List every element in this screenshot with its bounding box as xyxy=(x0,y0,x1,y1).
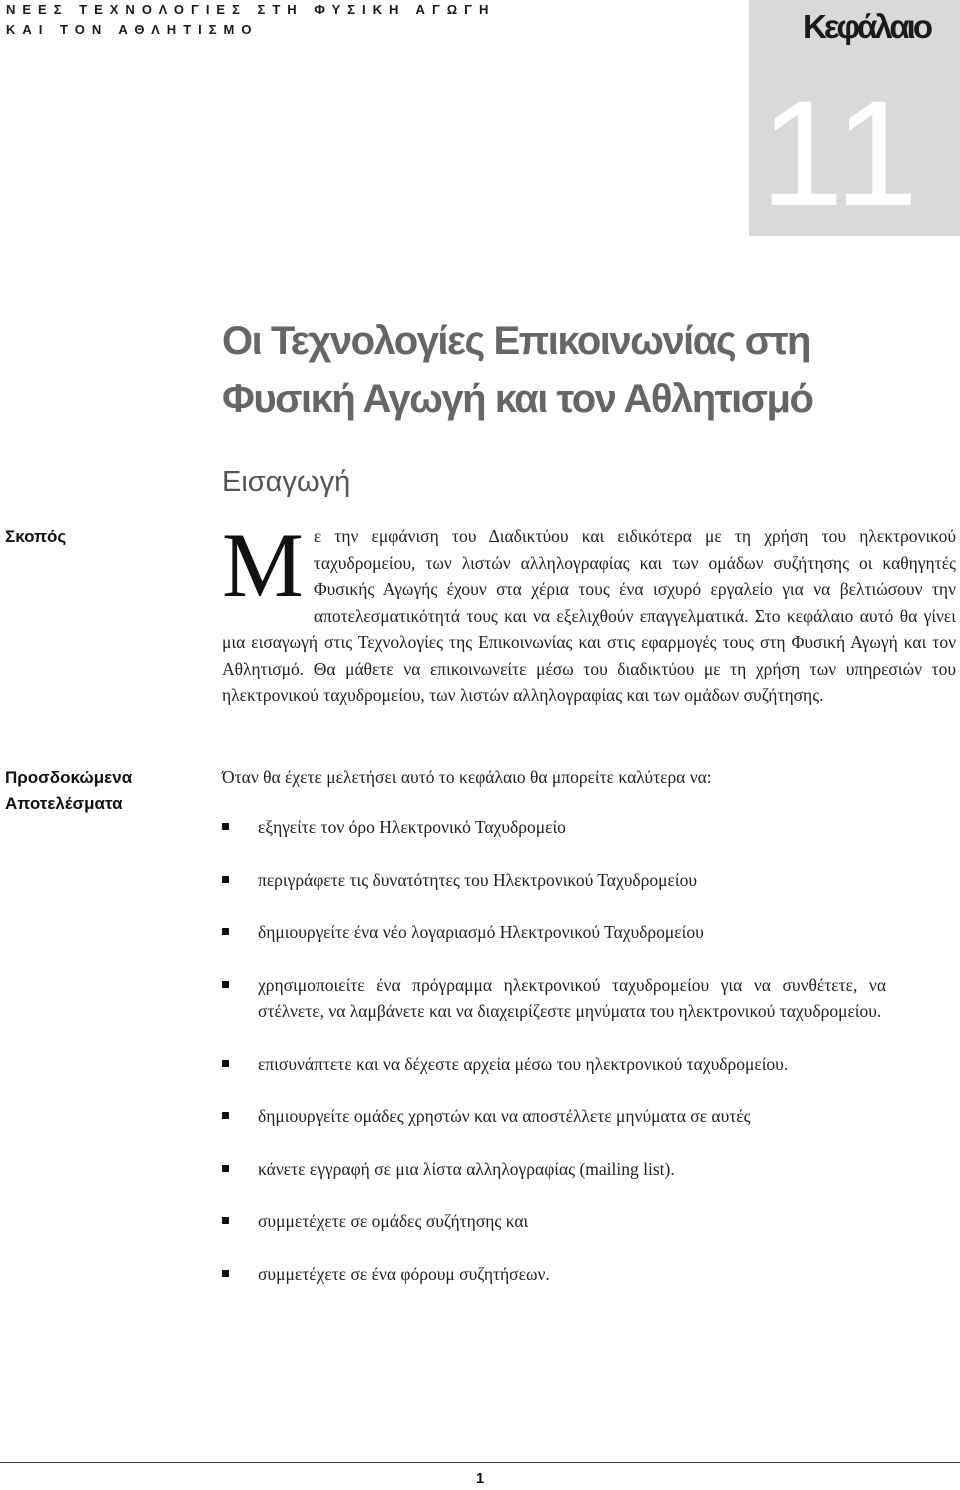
bullet-square-icon xyxy=(222,928,229,935)
list-item xyxy=(222,1156,886,1183)
outcomes-label-line-1: Προσδοκώμενα xyxy=(5,768,133,787)
chapter-number: 11 xyxy=(760,69,920,237)
purpose-label: Σκοπός xyxy=(5,527,67,546)
list-item-text: συμμετέχετε σε ομάδες συζήτησης και xyxy=(258,1211,529,1231)
list-item-text: συμμετέχετε σε ένα φόρουμ συζητήσεων. xyxy=(258,1263,550,1284)
bullet-square-icon xyxy=(222,823,229,830)
running-head-line-1: ΝΕΕΣ ΤΕΧΝΟΛΟΓΙΕΣ ΣΤΗ ΦΥΣΙΚΗ ΑΓΩΓΗ xyxy=(6,2,496,17)
chapter-title xyxy=(222,312,942,428)
list-item xyxy=(222,1103,886,1130)
intro-text: ε την εμφάνιση του Διαδικτύου και ειδικότερα με τη χρήση του ηλεκτρονικού ταχυδρομείου, των λιστών αλληλογραφίας και των ομάδων συζήτησης οι καθηγητές Φυσικής Αγωγής έχουν στα χέρια τους ένα ισχυρό εργαλείο για να βελτιώσουν την αποτελεσματικότητά τους και να εξελιχθούν επαγγελματικά. Στο κεφάλαιο αυτό θα γίνει μια εισαγωγή στις Τεχνολογίες της Επικοινωνίας και στις εφαρμογές τους στη Φυσική Αγωγή και τον Αθλητισμό. Θα μάθετε να επικοινωνείτε μέσω του διαδικτύου με τη χρήση των υπηρεσιών του ηλεκτρονικού ταχυδρομείου, των λιστών αλληλογραφίας και των ομάδων συζήτησης. xyxy=(222,526,956,705)
bullet-square-icon xyxy=(222,981,229,988)
bullet-square-icon xyxy=(222,1165,229,1172)
outcomes-label-line-2: Αποτελέσματα xyxy=(5,794,123,813)
list-item-text: κάνετε εγγραφή σε μια λίστα αλληλογραφίας (mailing list). xyxy=(258,1158,675,1179)
drop-cap: Μ xyxy=(222,514,304,616)
footer-divider xyxy=(0,1462,960,1463)
list-item xyxy=(222,1051,886,1078)
list-item-text: χρησιμοποιείτε ένα πρόγραμμα ηλεκτρονικού ταχυδρομείου για να συνθέτετε, να στέλνετε, να λαμβάνετε και να διαχειρίζεστε μηνύματα του ηλεκτρονικού ταχυδρομείου. xyxy=(258,974,886,1021)
intro-paragraph xyxy=(222,514,956,709)
outcomes-lead: Όταν θα έχετε μελετήσει αυτό το κεφάλαιο θα μπορείτε καλύτερα να: xyxy=(222,767,712,787)
list-item xyxy=(222,919,886,946)
bullet-square-icon xyxy=(222,1060,229,1067)
list-item xyxy=(222,814,886,841)
bullet-square-icon xyxy=(222,1270,229,1277)
list-item-text: δημιουργείτε ένα νέο λογαριασμό Ηλεκτρονικού Ταχυδρομείου xyxy=(258,922,704,942)
list-item xyxy=(222,867,886,894)
running-head xyxy=(6,0,495,40)
bullet-square-icon xyxy=(222,1217,229,1224)
list-item-text: εξηγείτε τον όρο Ηλεκτρονικό Ταχυδρομείο xyxy=(258,817,566,837)
chapter-box xyxy=(749,0,960,236)
page-number: 1 xyxy=(475,1470,485,1487)
running-head-line-2: ΚΑΙ ΤΟΝ ΑΘΛΗΤΙΣΜΟ xyxy=(6,22,259,37)
list-item-text: δημιουργείτε ομάδες χρηστών και να αποστέλλετε μηνύματα σε αυτές xyxy=(258,1106,751,1126)
list-item xyxy=(222,972,886,1025)
chapter-title-line-2: Φυσική Αγωγή και τον Αθλητισμό xyxy=(222,377,813,421)
chapter-title-line-1: Οι Τεχνολογίες Επικοινωνίας στη xyxy=(222,319,810,363)
bullet-square-icon xyxy=(222,1112,229,1119)
outcomes-list xyxy=(222,814,886,1313)
outcomes-label xyxy=(5,765,132,817)
list-item-text: περιγράφετε τις δυνατότητες του Ηλεκτρονικού Ταχυδρομείου xyxy=(258,869,697,890)
section-heading: Εισαγωγή xyxy=(222,466,351,498)
list-item-text: επισυνάπτετε και να δέχεστε αρχεία μέσω του ηλεκτρονικού ταχυδρομείου. xyxy=(258,1053,789,1074)
chapter-label: Κεφάλαιο xyxy=(803,8,930,45)
list-item xyxy=(222,1261,886,1288)
bullet-square-icon xyxy=(222,876,229,883)
list-item xyxy=(222,1208,886,1235)
